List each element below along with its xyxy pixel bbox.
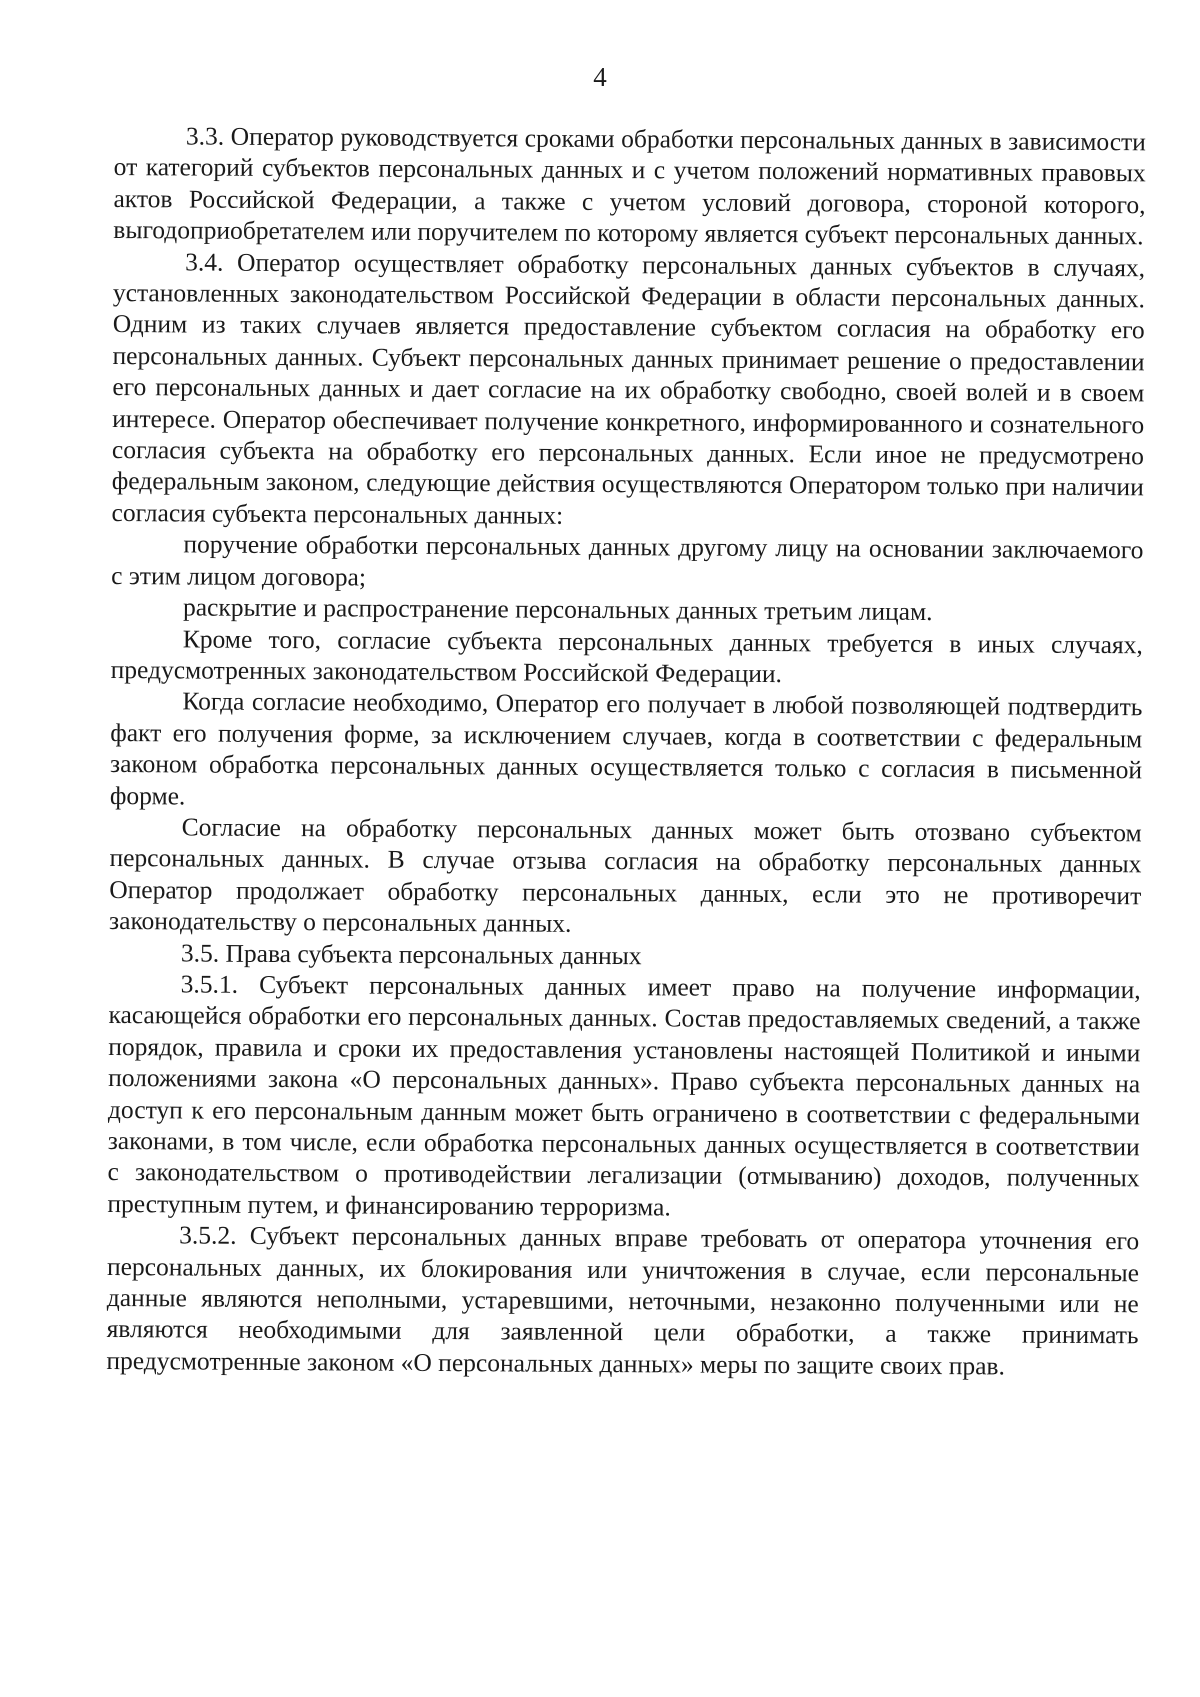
paragraph-consent-form: Когда согласие необходимо, Оператор его получает в любой позволяющей подтвердить факт его получения форме, за исключением случаев, когда в соответствии с федеральным законом обработка персональных данных осуществляется только с согласия в письменной форме.	[109, 686, 1143, 810]
paragraph-consent-other-cases: Кроме того, согласие субъекта персональных данных требуется в иных случаях, предусмотренных законодательством Российской Федерации.	[110, 623, 1143, 688]
list-item-disclosure: раскрытие и распространение персональных данных третьим лицам.	[182, 592, 933, 627]
paragraph-3-5-2: 3.5.2. Субъект персональных данных вправе требовать от оператора уточнения его персональных данных, их блокирования или уничтожения в случае, если персональные данные являются неполными, устаревшими, неточными, незаконно полученными или не являются необходимыми для заявленной цели обработки, а также принимать предусмотренные законом «О персональных данных» меры по защите своих прав.	[106, 1220, 1140, 1381]
page-number: 4	[593, 62, 607, 92]
paragraph-consent-withdrawal: Согласие на обработку персональных данных может быть отозвано субъектом персональных данных. В случае отзыва согласия на обработку персональных данных Оператор продолжает обработку персональных данных, если это не противоречит законодательству о персональных данных.	[109, 812, 1142, 938]
section-heading-3-5: 3.5. Права субъекта персональных данных	[180, 937, 642, 970]
paragraph-3-4: 3.4. Оператор осуществляет обработку персональных данных субъектов в случаях, установленных законодательством Российской Федерации в области персональных данных. Одним из таких случаев является предоставление субъектом согласия на обработку его персональных данных. Субъект персональных данных принимает решение о предоставлении его персональных данных и дает согласие на их обработку свободно, своей волей и в своем интересе. Оператор обеспечивает получение конкретного, информированного и сознательного согласия субъекта на обработку его персональных данных. Если иное не предусмотрено федеральным законом, следующие действия осуществляются Оператором только при наличии согласия субъекта персональных данных:	[111, 247, 1146, 530]
paragraph-3-3: 3.3. Оператор руководствуется сроками обработки персональных данных в зависимости от категорий субъектов персональных данных и с учетом положений нормативных правовых актов Российской Федерации, а также с учетом условий договора, стороной которого, выгодоприобретателем или поручителем по которому является субъект персональных данных.	[113, 121, 1146, 251]
document-body	[106, 120, 1146, 1383]
paragraph-3-5-1: 3.5.1. Субъект персональных данных имеет право на получение информации, касающейся обработки его персональных данных. Состав предоставляемых сведений, а также порядок, правила и сроки их предоставления установлены настоящей Политикой и иными положениями закона «О персональных данных». Право субъекта персональных данных на доступ к его персональным данным может быть ограничено в соответствии с федеральными законами, в том числе, если обработка персональных данных осуществляется в соответствии с законодательством о противодействии легализации (отмыванию) доходов, полученных преступным путем, и финансированию терроризма.	[107, 969, 1141, 1222]
list-item-assignment: поручение обработки персональных данных другому лицу на основании заключаемого с этим лицом договора;	[111, 529, 1144, 592]
